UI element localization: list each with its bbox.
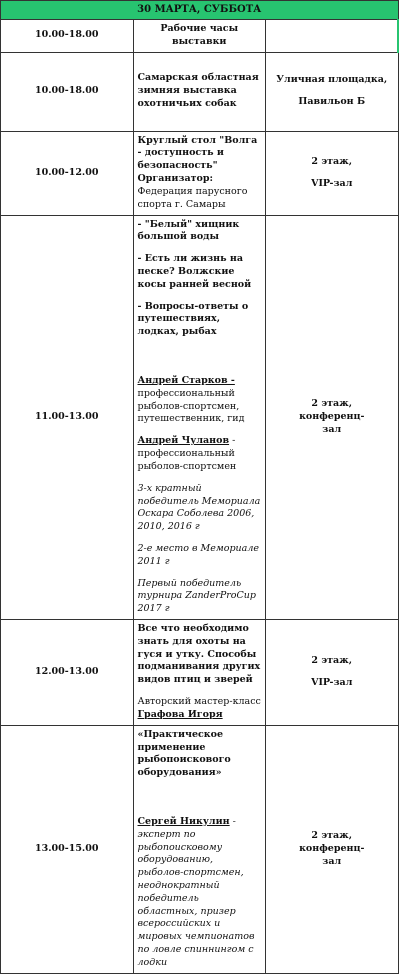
time-cell: 10.00-18.00 xyxy=(1,52,134,131)
location-line: конференц- xyxy=(299,410,365,422)
event-title: Рабочие часы выставки xyxy=(133,20,266,53)
masterclass-label: Авторский мастер-класс xyxy=(137,696,261,708)
time-cell: 10.00-12.00 xyxy=(1,131,134,215)
organizer-label: Организатор: xyxy=(137,173,213,185)
event-title: Круглый стол "Волга - доступность и безопасность" xyxy=(137,134,258,172)
speaker-desc: - профессиональный рыболов-спортсмен xyxy=(137,435,237,472)
location-line: VIP-зал xyxy=(311,676,353,688)
location-line: 2 этаж, xyxy=(311,155,353,167)
event-title: «Практическое применение рыбопоискового оборудования» xyxy=(137,728,231,779)
event-cell xyxy=(133,215,266,620)
time-cell: 12.00-13.00 xyxy=(1,620,134,726)
event-title: Самарская областная зимняя выставка охотничьих собак xyxy=(133,52,266,131)
time-cell: 11.00-13.00 xyxy=(1,215,134,620)
location-line: Павильон Б xyxy=(298,96,366,108)
time-cell: 13.00-15.00 xyxy=(1,725,134,973)
speaker-name: Андрей Старков - xyxy=(137,375,235,386)
date-banner-row xyxy=(1,1,399,20)
location-line: 2 этаж, xyxy=(311,398,353,410)
organizer-name: Федерация парусного спорта г. Самары xyxy=(137,185,248,210)
location-cell xyxy=(266,131,399,215)
topic-line: - Вопросы-ответы о путешествиях, лодках, рыбах xyxy=(137,300,249,338)
location-line: конференц- xyxy=(299,842,365,854)
time-cell: 10.00-18.00 xyxy=(1,20,134,53)
masterclass-host: Графова Игоря xyxy=(137,708,223,720)
achievement-line: 2-е место в Мемориале 2011 г xyxy=(137,542,259,567)
speaker-line xyxy=(138,435,262,473)
event-cell xyxy=(133,131,266,215)
achievement-line: Первый победитель турнира ZanderProCup 2017 г xyxy=(137,577,256,615)
schedule-row xyxy=(1,131,399,215)
location-line: зал xyxy=(322,855,342,867)
location-line: Уличная площадка, xyxy=(276,74,388,86)
masterclass-line xyxy=(138,696,262,722)
location-line: 2 этаж, xyxy=(311,829,353,841)
schedule-row xyxy=(1,620,399,726)
event-title: Все что необходимо знать для охоты на гуся и утку. Способы подманивания других видов птиц и зверей xyxy=(137,623,261,686)
schedule-row xyxy=(1,52,399,131)
location-line: VIP-зал xyxy=(311,177,353,189)
schedule-row xyxy=(1,725,399,973)
organizer-line xyxy=(138,173,262,211)
location-line: зал xyxy=(322,423,342,435)
speaker-name: Сергей Никулин xyxy=(137,815,230,827)
location-cell xyxy=(266,215,399,620)
speaker-line xyxy=(138,816,262,970)
location-cell xyxy=(266,52,399,131)
speaker-desc: - эксперт по рыбопоисковому оборудованию, рыболов-спортсмен, неоднократный победитель областных, призер всероссийских и мировых чемпионатов по ловле спиннингом с лодки xyxy=(137,815,255,968)
event-cell xyxy=(133,725,266,973)
speaker-line xyxy=(138,375,262,426)
location-cell xyxy=(266,725,399,973)
schedule-row xyxy=(1,20,399,53)
location-cell xyxy=(266,20,399,53)
speaker-name: Андрей Чуланов xyxy=(137,435,230,447)
topic-line: - Есть ли жизнь на песке? Волжские косы ранней весной xyxy=(137,253,252,290)
date-header: 30 МАРТА, СУББОТА xyxy=(1,1,399,20)
achievement-line: 3-х кратный победитель Мемориала Оскара Соболева 2006, 2010, 2016 г xyxy=(137,482,261,533)
event-cell xyxy=(133,620,266,726)
schedule-row xyxy=(1,215,399,620)
location-cell xyxy=(266,620,399,726)
speaker-desc: профессиональный рыболов-спортсмен, путешественник, гид xyxy=(137,387,245,425)
topic-line: - "Белый" хищник большой воды xyxy=(137,218,240,243)
location-line: 2 этаж, xyxy=(311,655,353,667)
